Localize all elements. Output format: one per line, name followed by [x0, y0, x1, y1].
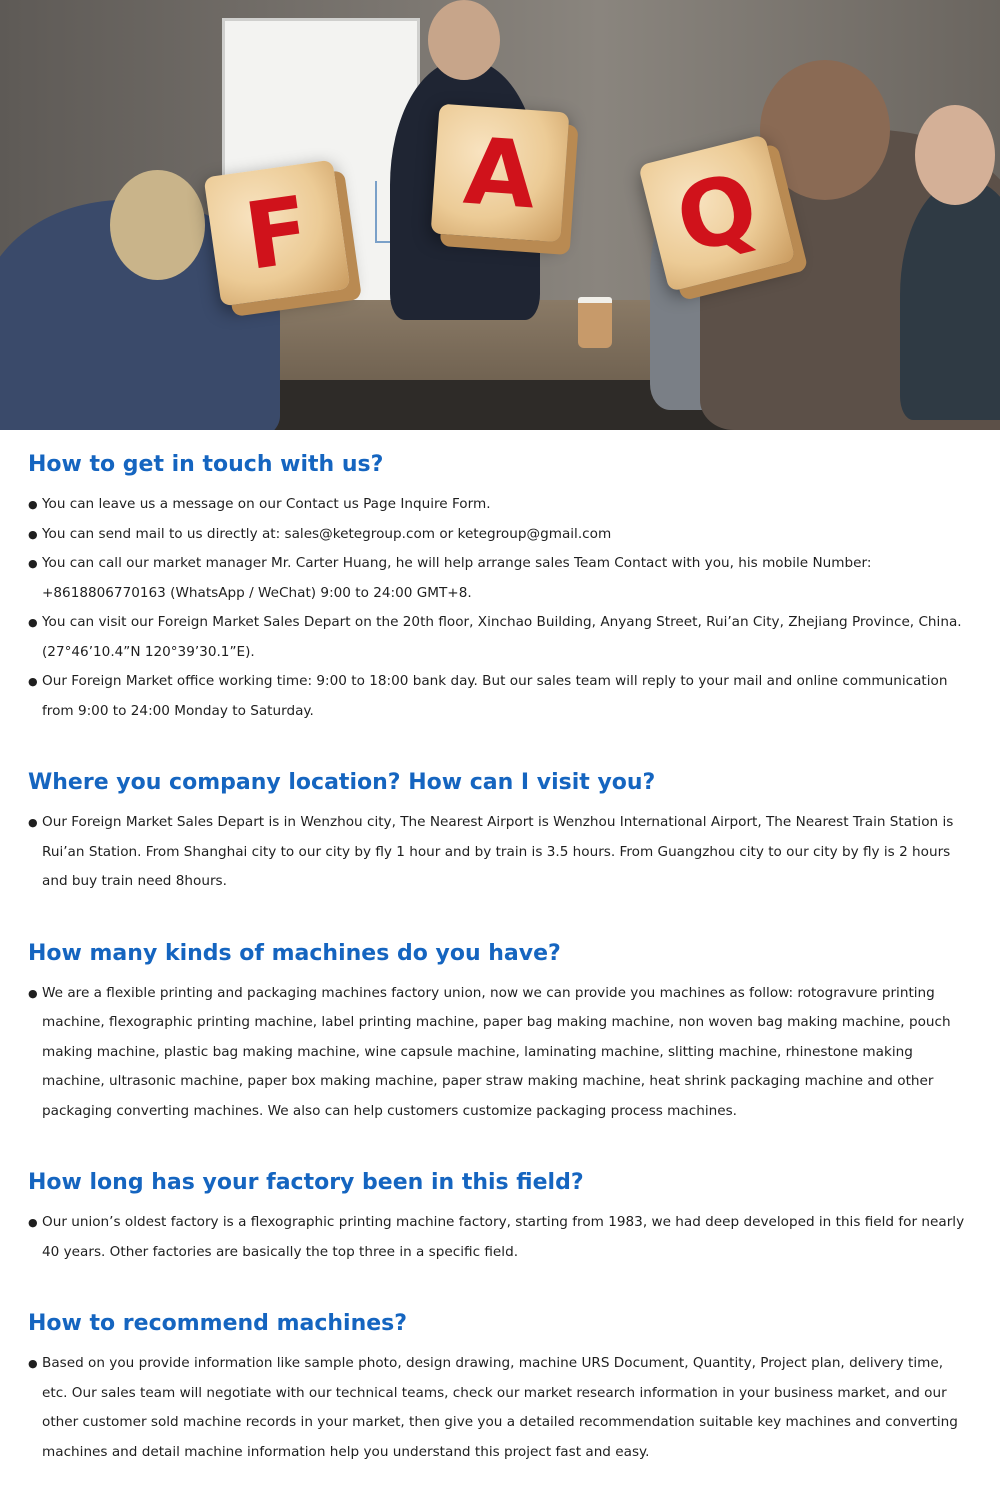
list-item-text: You can send mail to us directly at: sales@ketegroup.com or ketegroup@gmail.com — [42, 525, 612, 542]
bullet-list — [28, 1208, 972, 1267]
list-item-text: Our Foreign Market Sales Depart is in Wenzhou city, The Nearest Airport is Wenzhou International Airport, The Nearest Train Station is Rui’an Station. From Shanghai city to our city by fly 1 hour and by train is 3.5 hours. From Guangzhou city to our city by fly is 2 hours and buy train need 8hours. — [42, 814, 954, 889]
attendee-far-right-head — [915, 105, 995, 205]
list-item-text: Our union’s oldest factory is a flexographic printing machine factory, starting from 1983, we had deep developed in this field for nearly 40 years. Other factories are basically the top three in a specific field. — [42, 1214, 965, 1260]
list-item — [28, 667, 972, 726]
list-item-text: You can call our market manager Mr. Carter Huang, he will help arrange sales Team Contact with you, his mobile Number: +8618806770163 (WhatsApp / WeChat) 9:00 to 24:00 GMT+8. — [42, 555, 872, 601]
list-item — [28, 490, 972, 520]
attendee-left-head — [110, 170, 205, 280]
list-item — [28, 549, 972, 608]
list-item-text: Our Foreign Market office working time: 9:00 to 18:00 bank day. But our sales team will reply to your mail and online communication from 9:00 to 24:00 Monday to Saturday. — [42, 673, 948, 719]
list-item — [28, 520, 972, 550]
hero-banner — [0, 0, 1000, 430]
faq-content — [0, 430, 1000, 1467]
list-item — [28, 1349, 972, 1467]
faq-section-machines — [28, 897, 972, 1127]
faq-section-location — [28, 726, 972, 897]
list-item-text: We are a flexible printing and packaging machines factory union, now we can provide you machines as follow: rotogravure printing machine, flexographic printing machine, label printing machine, paper bag making machine, non woven bag making machine, pouch making machine, plastic bag making machine, wine capsule machine, laminating machine, slitting machine, rhinestone making machine, ultrasonic machine, paper box making machine, paper straw making machine, heat shrink packaging machine and other packaging converting machines. We also can help customers customize packaging process machines. — [42, 984, 951, 1119]
coffee-cup — [578, 297, 612, 348]
cube-letter-f: F — [204, 160, 351, 307]
section-heading: How many kinds of machines do you have? — [28, 940, 561, 966]
bullet-icon: ● — [28, 1357, 38, 1370]
bullet-list — [28, 808, 972, 897]
bullet-icon: ● — [28, 616, 38, 629]
section-heading: How to get in touch with us? — [28, 452, 384, 477]
faq-section-recommend — [28, 1267, 972, 1467]
bullet-icon: ● — [28, 675, 38, 688]
presenter-head — [428, 0, 500, 80]
list-item-text: You can visit our Foreign Market Sales Depart on the 20th floor, Xinchao Building, Anyang Street, Rui’an City, Zhejiang Province, China. (27°46’10.4”N 120°39’30.1”E). — [42, 614, 962, 660]
bullet-icon: ● — [28, 527, 38, 541]
bullet-list — [28, 979, 972, 1127]
bullet-list — [28, 1349, 972, 1467]
section-heading: How to recommend machines? — [28, 1311, 408, 1336]
list-item-text: You can leave us a message on our Contact us Page Inquire Form. — [42, 496, 491, 512]
bullet-icon: ● — [28, 816, 38, 829]
bullet-icon: ● — [28, 498, 38, 511]
faq-section-contact — [28, 430, 972, 726]
attendee-right-head — [760, 60, 890, 200]
section-heading: How long has your factory been in this field? — [28, 1170, 584, 1195]
list-item-text: Based on you provide information like sample photo, design drawing, machine URS Document, Quantity, Project plan, delivery time, etc. Our sales team will negotiate with our technical teams, check our market research information in your business market, and our other customer sold machine records in your market, then give you a detailed recommendation suitable key machines and converting machines and detail machine information help you understand this project fast and easy. — [42, 1355, 958, 1460]
list-item — [28, 608, 972, 667]
cube-letter-q: Q — [638, 134, 796, 292]
bullet-icon: ● — [28, 1216, 38, 1229]
list-item — [28, 979, 972, 1127]
list-item — [28, 808, 972, 897]
bullet-icon: ● — [28, 557, 38, 570]
list-item — [28, 1208, 972, 1267]
cube-letter-a: A — [431, 104, 570, 243]
faq-section-experience — [28, 1126, 972, 1267]
bullet-icon: ● — [28, 986, 38, 1000]
bullet-list — [28, 490, 972, 726]
section-heading: Where you company location? How can I visit you? — [28, 770, 656, 795]
